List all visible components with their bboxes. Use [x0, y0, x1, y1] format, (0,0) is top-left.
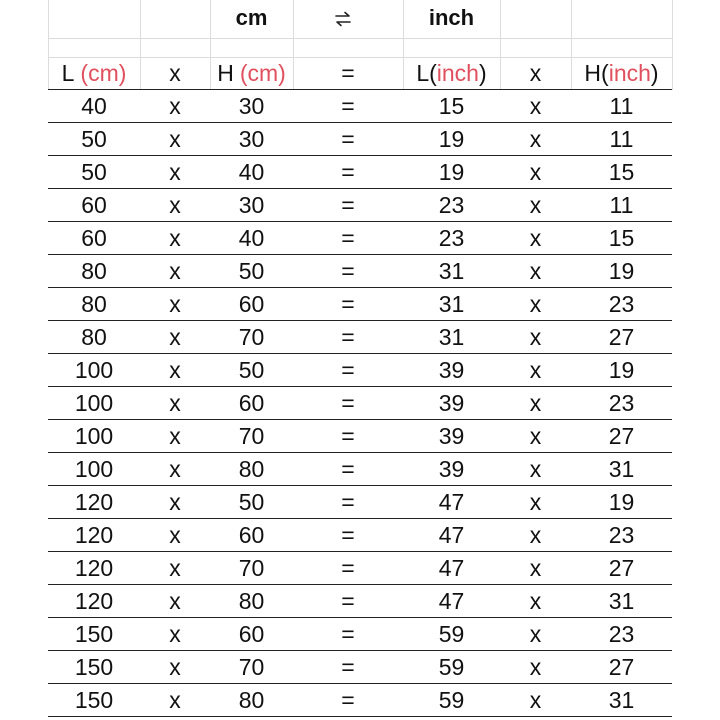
equals-cell: =	[341, 93, 355, 119]
l-inch-cell: 19	[438, 126, 465, 152]
times-cell: x	[529, 621, 542, 647]
h-inch-cell: 19	[608, 357, 635, 383]
table-row	[48, 255, 672, 288]
h-cm-cell: 70	[238, 423, 265, 449]
h-inch-label	[571, 57, 672, 89]
equals-cell: =	[341, 588, 355, 614]
table-row	[48, 288, 672, 321]
column-label-row	[48, 57, 672, 90]
times-cell: x	[169, 159, 181, 185]
times-cell: x	[529, 456, 542, 482]
times-cell: x	[169, 324, 181, 350]
l-inch-cell: 39	[438, 390, 465, 416]
times-cell: x	[169, 357, 181, 383]
times-cell: x	[169, 456, 181, 482]
table-row	[48, 420, 672, 453]
times-cell: x	[169, 225, 181, 251]
h-inch-label-suffix: )	[650, 60, 659, 86]
h-cm-cell: 50	[238, 489, 265, 515]
table-row	[48, 123, 672, 156]
h-inch-cell: 27	[608, 555, 635, 581]
l-cm-cell: 120	[74, 522, 114, 548]
times-cell: x	[169, 93, 181, 119]
equals-cell: =	[341, 159, 355, 185]
table-row	[48, 387, 672, 420]
l-cm-cell: 120	[74, 588, 114, 614]
l-cm-cell: 50	[81, 126, 107, 152]
table-row	[48, 222, 672, 255]
h-inch-cell: 23	[608, 390, 635, 416]
table-row	[48, 585, 672, 618]
l-inch-cell: 31	[438, 258, 465, 284]
times-cell: x	[529, 687, 542, 713]
equals-cell: =	[341, 555, 355, 581]
times-cell: x	[169, 291, 181, 317]
times-cell: x	[169, 489, 181, 515]
times-cell: x	[529, 126, 542, 152]
times-cell: x	[169, 423, 181, 449]
l-inch-cell: 19	[438, 159, 465, 185]
times-cell: x	[529, 489, 542, 515]
h-inch-cell: 31	[608, 456, 635, 482]
equals-cell: =	[341, 687, 355, 713]
equals-label: =	[341, 60, 355, 86]
gridline	[48, 38, 672, 39]
h-inch-cell: 27	[608, 654, 635, 680]
l-cm-cell: 100	[74, 423, 114, 449]
l-inch-cell: 23	[438, 192, 465, 218]
l-cm-label	[48, 57, 140, 89]
equals-cell: =	[341, 357, 355, 383]
times-cell: x	[529, 390, 542, 416]
h-inch-cell: 11	[609, 93, 634, 119]
l-cm-cell: 120	[74, 489, 114, 515]
l-inch-label	[403, 57, 500, 89]
equals-cell: =	[341, 390, 355, 416]
equals-cell: =	[341, 126, 355, 152]
h-cm-label-unit: (cm)	[239, 60, 286, 86]
h-cm-cell: 40	[238, 159, 265, 185]
h-cm-cell: 50	[238, 258, 265, 284]
unit-header-row	[48, 0, 672, 38]
l-inch-cell: 39	[438, 357, 465, 383]
table-row	[48, 552, 672, 585]
times-cell: x	[169, 258, 181, 284]
l-cm-cell: 150	[74, 687, 114, 713]
h-cm-cell: 70	[238, 324, 265, 350]
l-inch-cell: 31	[438, 324, 465, 350]
times-cell: x	[169, 192, 181, 218]
swap-arrows-icon	[293, 0, 403, 38]
times-cell: x	[529, 423, 542, 449]
h-inch-cell: 23	[608, 621, 635, 647]
l-cm-cell: 150	[74, 654, 114, 680]
equals-cell: =	[341, 522, 355, 548]
l-cm-cell: 60	[81, 225, 107, 251]
equals-cell: =	[341, 456, 355, 482]
h-inch-cell: 19	[608, 258, 635, 284]
l-cm-cell: 50	[81, 159, 107, 185]
h-inch-cell: 31	[608, 588, 635, 614]
table-row	[48, 90, 672, 123]
cm-heading: cm	[235, 5, 268, 30]
l-cm-label-unit: (cm)	[80, 60, 127, 86]
times-cell: x	[169, 390, 181, 416]
h-cm-cell: 30	[238, 93, 265, 119]
equals-cell: =	[341, 225, 355, 251]
l-cm-label-main: L	[61, 60, 75, 86]
times-label: x	[529, 60, 542, 86]
l-cm-cell: 100	[74, 390, 114, 416]
l-inch-cell: 47	[438, 489, 465, 515]
l-cm-cell: 100	[74, 456, 114, 482]
h-inch-label-main: H(	[584, 60, 609, 86]
h-cm-cell: 30	[238, 192, 265, 218]
times-cell: x	[529, 654, 542, 680]
h-cm-cell: 70	[238, 555, 265, 581]
l-inch-cell: 23	[438, 225, 465, 251]
table-row	[48, 618, 672, 651]
h-cm-cell: 70	[238, 654, 265, 680]
times-cell: x	[529, 258, 542, 284]
times-cell: x	[529, 555, 542, 581]
equals-cell: =	[341, 423, 355, 449]
l-inch-label-unit: inch	[436, 60, 479, 86]
h-cm-cell: 80	[238, 456, 265, 482]
times-cell: x	[529, 159, 542, 185]
l-cm-cell: 120	[74, 555, 114, 581]
l-cm-cell: 100	[74, 357, 114, 383]
times-cell: x	[169, 522, 181, 548]
times-cell: x	[169, 621, 181, 647]
h-cm-cell: 40	[238, 225, 265, 251]
l-inch-label-main: L(	[416, 60, 437, 86]
l-cm-cell: 40	[81, 93, 107, 119]
times-cell: x	[169, 126, 181, 152]
l-inch-cell: 15	[438, 93, 465, 119]
h-cm-cell: 60	[238, 621, 265, 647]
h-inch-cell: 19	[608, 489, 635, 515]
l-cm-cell: 60	[81, 192, 107, 218]
h-cm-cell: 50	[238, 357, 265, 383]
times-cell: x	[529, 588, 542, 614]
h-cm-cell: 80	[238, 588, 265, 614]
l-inch-cell: 47	[438, 588, 465, 614]
table-row	[48, 453, 672, 486]
l-cm-cell: 80	[81, 324, 107, 350]
l-inch-cell: 47	[438, 555, 465, 581]
times-cell: x	[529, 192, 542, 218]
times-cell: x	[169, 654, 181, 680]
h-cm-cell: 30	[238, 126, 265, 152]
equals-cell: =	[341, 258, 355, 284]
times-label: x	[169, 60, 181, 86]
l-inch-cell: 47	[438, 522, 465, 548]
h-cm-cell: 60	[238, 522, 265, 548]
l-cm-cell: 80	[81, 258, 107, 284]
table-row	[48, 189, 672, 222]
l-inch-cell: 59	[438, 687, 465, 713]
times-cell: x	[529, 93, 542, 119]
h-inch-cell: 15	[608, 159, 635, 185]
h-inch-cell: 27	[608, 324, 635, 350]
l-inch-cell: 39	[438, 423, 465, 449]
h-cm-cell: 60	[238, 390, 265, 416]
equals-cell: =	[341, 192, 355, 218]
inch-heading: inch	[428, 5, 475, 30]
h-inch-cell: 23	[608, 522, 635, 548]
h-inch-cell: 23	[608, 291, 635, 317]
table-row	[48, 486, 672, 519]
h-cm-cell: 60	[238, 291, 265, 317]
l-cm-cell: 150	[74, 621, 114, 647]
table-row	[48, 519, 672, 552]
times-cell: x	[529, 324, 542, 350]
h-cm-label-main: H	[217, 60, 234, 86]
equals-cell: =	[341, 621, 355, 647]
table-row	[48, 156, 672, 189]
times-cell: x	[529, 291, 542, 317]
gridline	[672, 0, 673, 90]
table-row	[48, 354, 672, 387]
h-inch-cell: 11	[609, 192, 634, 218]
h-inch-cell: 27	[608, 423, 635, 449]
h-inch-label-unit: inch	[608, 60, 651, 86]
table-row	[48, 321, 672, 354]
equals-cell: =	[341, 654, 355, 680]
equals-cell: =	[341, 489, 355, 515]
times-cell: x	[529, 522, 542, 548]
h-inch-cell: 15	[608, 225, 635, 251]
times-cell: x	[529, 225, 542, 251]
h-inch-cell: 31	[608, 687, 635, 713]
equals-cell: =	[341, 291, 355, 317]
equals-cell: =	[341, 324, 355, 350]
l-inch-cell: 31	[438, 291, 465, 317]
h-cm-label	[210, 57, 293, 89]
table-row	[48, 684, 672, 717]
h-cm-cell: 80	[238, 687, 265, 713]
l-inch-cell: 59	[438, 621, 465, 647]
times-cell: x	[169, 588, 181, 614]
l-inch-cell: 39	[438, 456, 465, 482]
l-inch-label-suffix: )	[478, 60, 487, 86]
h-inch-cell: 11	[609, 126, 634, 152]
table-row	[48, 651, 672, 684]
times-cell: x	[169, 687, 181, 713]
l-cm-cell: 80	[81, 291, 107, 317]
times-cell: x	[169, 555, 181, 581]
l-inch-cell: 59	[438, 654, 465, 680]
times-cell: x	[529, 357, 542, 383]
